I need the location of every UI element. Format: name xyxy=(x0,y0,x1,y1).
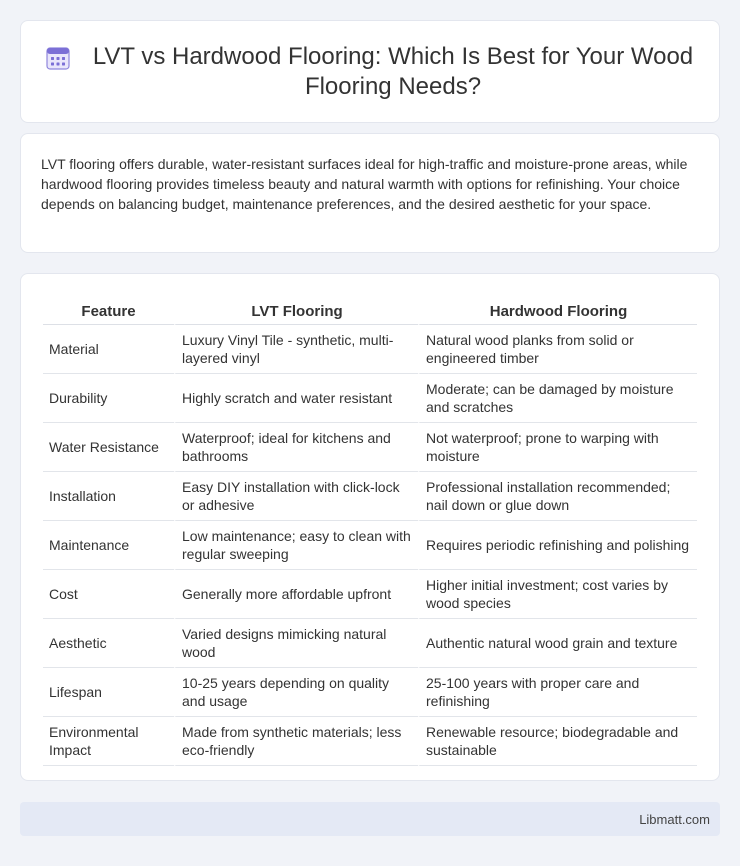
hardwood-cell: Higher initial investment; cost varies by wood species xyxy=(418,570,697,619)
feature-cell: Installation xyxy=(43,472,174,521)
calendar-icon xyxy=(45,45,71,71)
title-card xyxy=(20,20,720,123)
lvt-cell: 10-25 years depending on quality and usage xyxy=(174,668,418,717)
table-row xyxy=(43,521,697,570)
feature-cell: Durability xyxy=(43,374,174,423)
lvt-cell: Generally more affordable upfront xyxy=(174,570,418,619)
footer-site-link[interactable]: Libmatt.com xyxy=(639,811,710,827)
table-row xyxy=(43,570,697,619)
comparison-table xyxy=(43,294,697,766)
lvt-cell: Easy DIY installation with click-lock or adhesive xyxy=(174,472,418,521)
feature-cell: Maintenance xyxy=(43,521,174,570)
feature-cell: Water Resistance xyxy=(43,423,174,472)
lvt-cell: Luxury Vinyl Tile - synthetic, multi-layered vinyl xyxy=(174,325,418,374)
lvt-cell: Low maintenance; easy to clean with regular sweeping xyxy=(174,521,418,570)
feature-cell: Lifespan xyxy=(43,668,174,717)
feature-cell: Material xyxy=(43,325,174,374)
table-row xyxy=(43,668,697,717)
table-row xyxy=(43,374,697,423)
hardwood-cell: Moderate; can be damaged by moisture and scratches xyxy=(418,374,697,423)
intro-paragraph: LVT flooring offers durable, water-resistant surfaces ideal for high-traffic and moisture-prone areas, while hardwood flooring provides timeless beauty and natural warmth with options for refinishing. Your choice depends on balancing budget, maintenance preferences, and the desired aesthetic for your space. xyxy=(41,156,688,212)
footer xyxy=(20,802,720,836)
header-lvt: LVT Flooring xyxy=(174,294,418,325)
hardwood-cell: Authentic natural wood grain and texture xyxy=(418,619,697,668)
table-row xyxy=(43,423,697,472)
title-wrap xyxy=(21,42,719,102)
table-header-row xyxy=(43,294,697,325)
hardwood-cell: 25-100 years with proper care and refinishing xyxy=(418,668,697,717)
lvt-cell: Waterproof; ideal for kitchens and bathrooms xyxy=(174,423,418,472)
feature-cell: Environmental Impact xyxy=(43,717,174,766)
header-feature: Feature xyxy=(43,294,174,325)
table-row xyxy=(43,325,697,374)
hardwood-cell: Requires periodic refinishing and polishing xyxy=(418,521,697,570)
hardwood-cell: Natural wood planks from solid or engineered timber xyxy=(418,325,697,374)
lvt-cell: Varied designs mimicking natural wood xyxy=(174,619,418,668)
header-hardwood: Hardwood Flooring xyxy=(418,294,697,325)
lvt-cell: Highly scratch and water resistant xyxy=(174,374,418,423)
table-row xyxy=(43,717,697,766)
page-title: LVT vs Hardwood Flooring: Which Is Best for Your Wood Flooring Needs? xyxy=(92,42,694,100)
feature-cell: Cost xyxy=(43,570,174,619)
feature-cell: Aesthetic xyxy=(43,619,174,668)
table-row xyxy=(43,472,697,521)
table-row xyxy=(43,619,697,668)
hardwood-cell: Professional installation recommended; nail down or glue down xyxy=(418,472,697,521)
hardwood-cell: Renewable resource; biodegradable and sustainable xyxy=(418,717,697,766)
hardwood-cell: Not waterproof; prone to warping with moisture xyxy=(418,423,697,472)
intro-card xyxy=(20,133,720,253)
lvt-cell: Made from synthetic materials; less eco-friendly xyxy=(174,717,418,766)
comparison-card xyxy=(20,273,720,781)
